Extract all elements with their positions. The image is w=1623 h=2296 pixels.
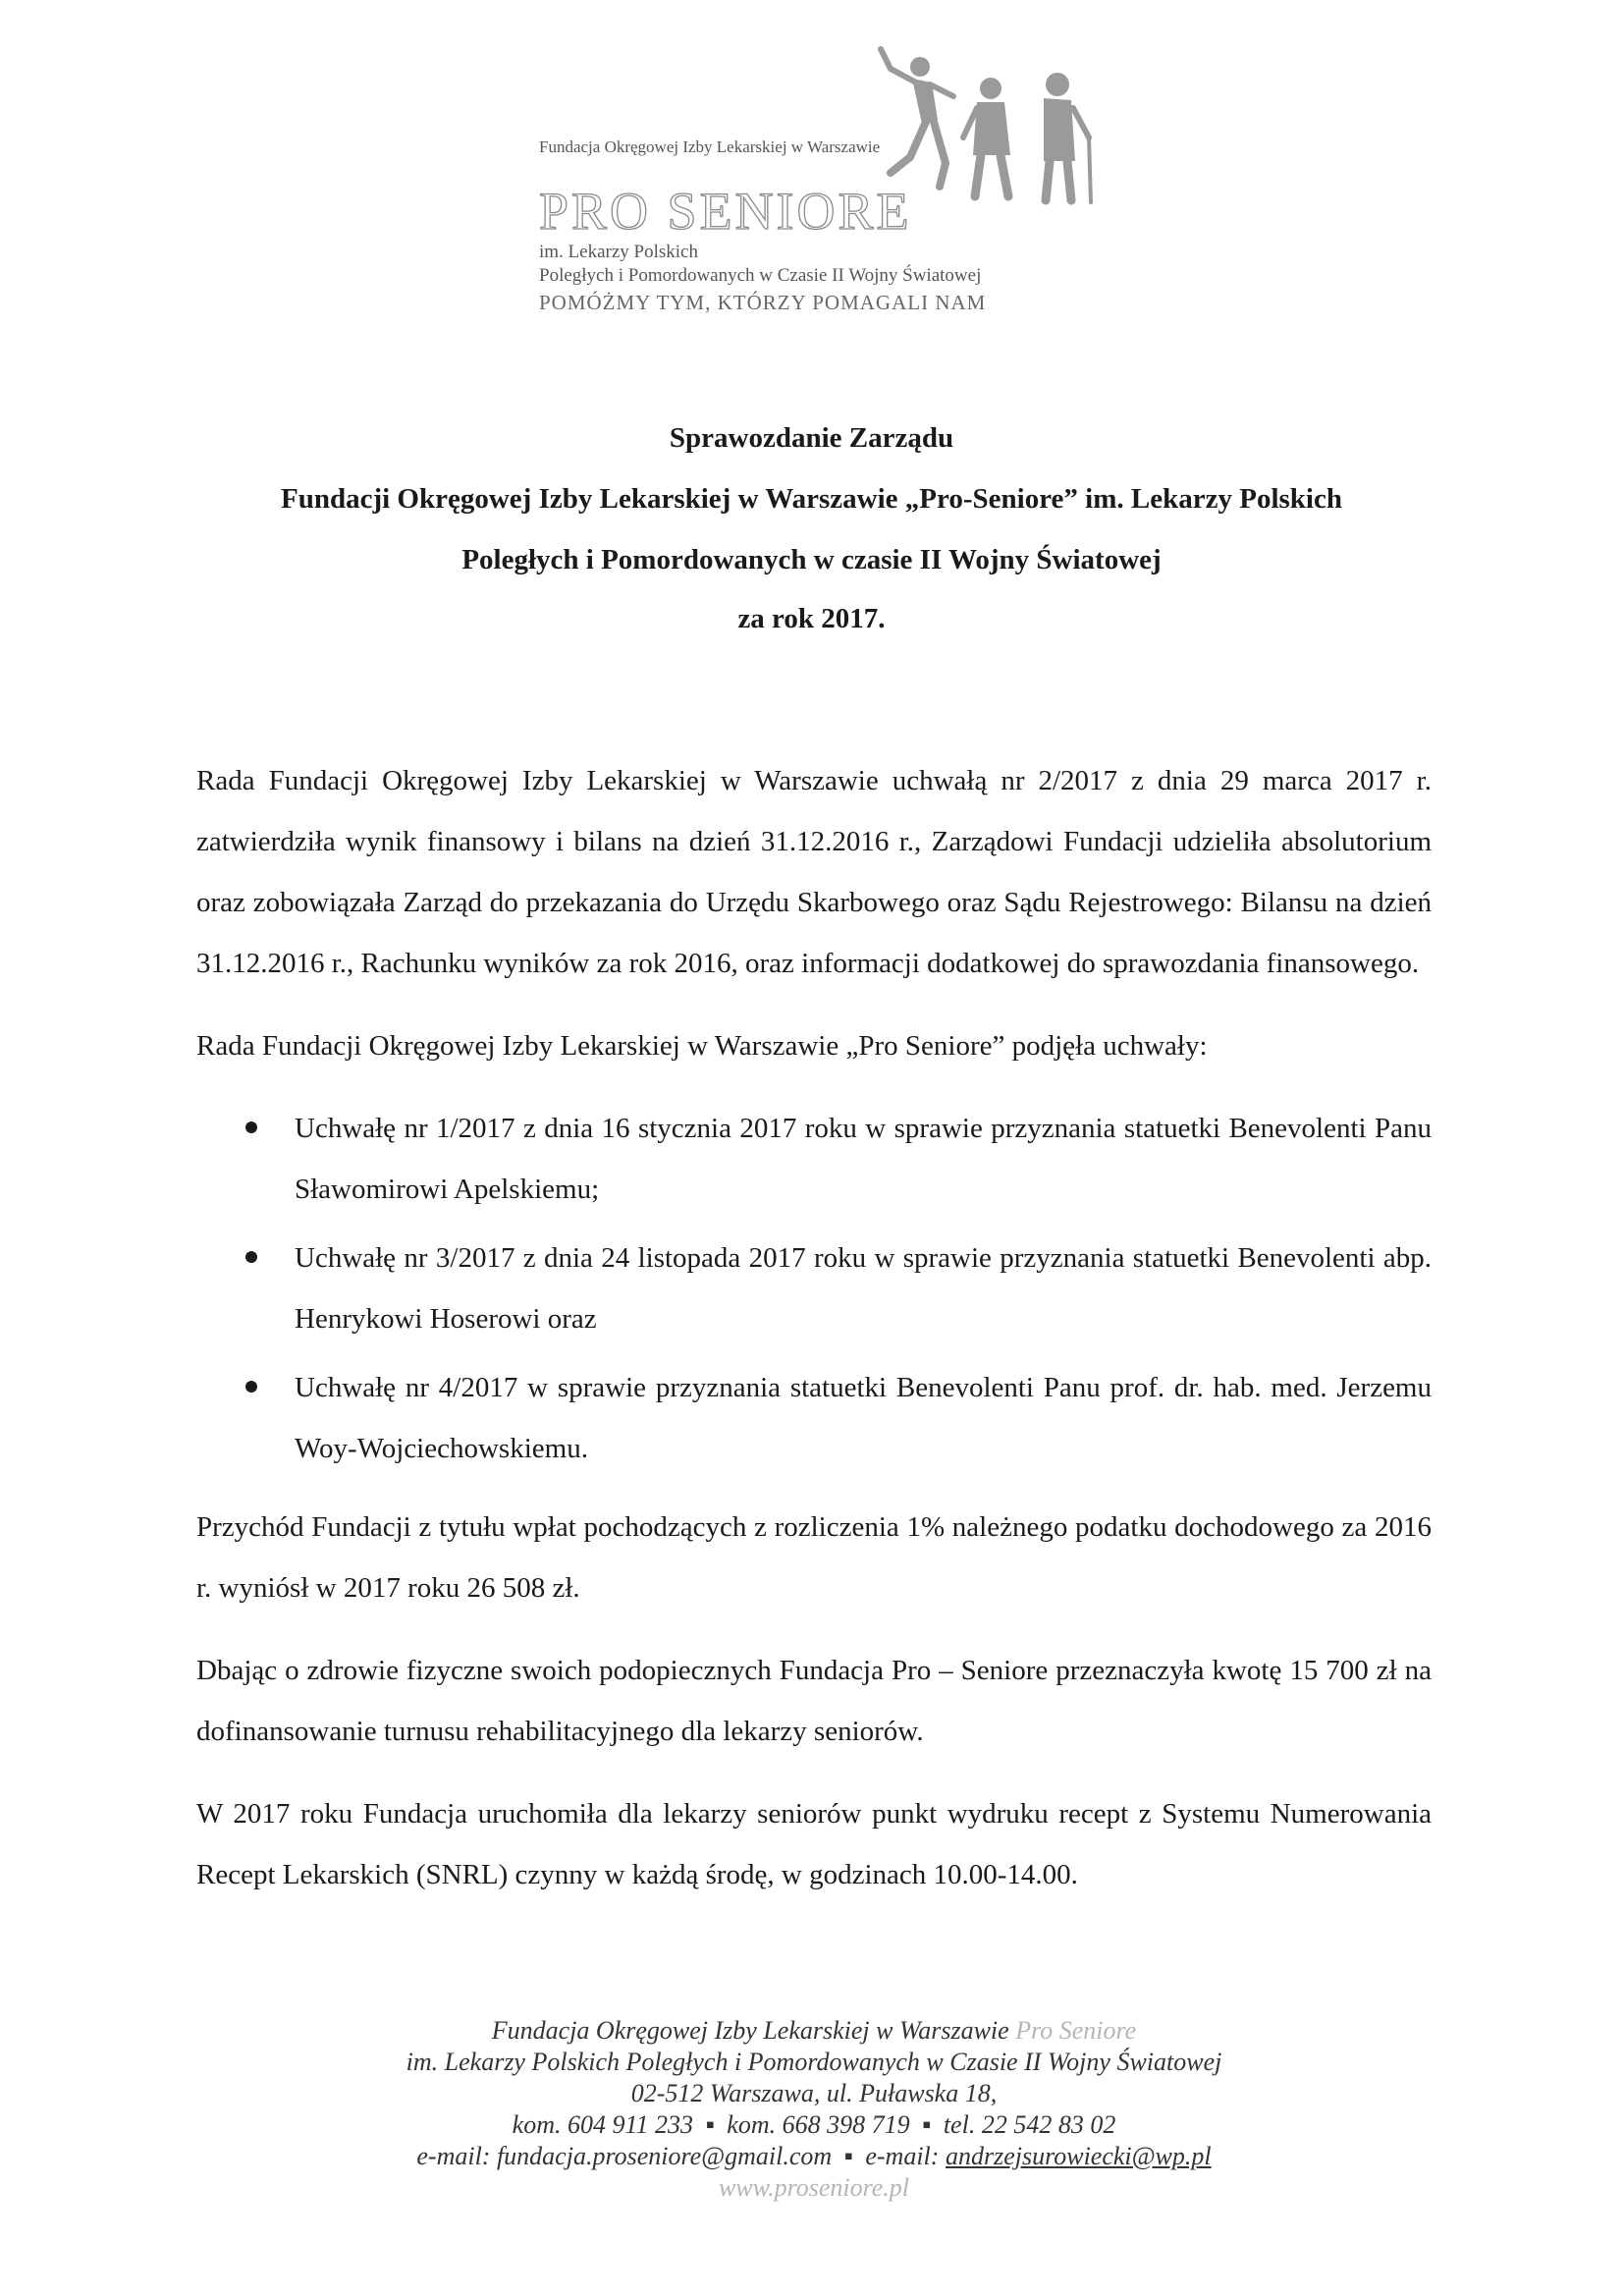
footer-mobile-1: kom. 604 911 233	[512, 2110, 694, 2139]
footer-email-1[interactable]: e-mail: fundacja.proseniore@gmail.com	[416, 2142, 833, 2170]
list-item	[196, 1357, 1432, 1479]
footer-phones	[196, 2109, 1432, 2141]
report-year: za rok 2017.	[737, 603, 886, 634]
list-item-text: Uchwałę nr 1/2017 z dnia 16 stycznia 2017 roku w sprawie przyznania statuetki Benevolenti Panu Sławomirowi Apelskiemu;	[295, 1113, 1432, 1205]
paragraph-approval: Rada Fundacji Okręgowej Izby Lekarskiej w Warszawie uchwałą nr 2/2017 z dnia 29 marca 2017 r. zatwierdziła wynik finansowy i bilans na dzień 31.12.2016 r., Zarządowi Fundacji udzieliła absolutorium oraz zobowiązała Zarząd do przekazania do Urzędu Skarbowego oraz Sądu Rejestrowego: Bilansu na dzień 31.12.2016 r., Rachunku wyników za rok 2016, oraz informacji dodatkowej do sprawozdania finansowego.	[196, 765, 1432, 979]
letterhead-patron-line1: im. Lekarzy Polskich	[539, 242, 698, 262]
footer-emails	[196, 2141, 1432, 2172]
letterhead-foundation-name: Fundacja Okręgowej Izby Lekarskiej w Warszawie	[539, 137, 881, 156]
footer-mobile-2: kom. 668 398 719	[727, 2110, 910, 2139]
footer-patron: im. Lekarzy Polskich Poległych i Pomordowanych w Czasie II Wojny Światowej	[406, 2048, 1222, 2076]
footer-phone: tel. 22 542 83 02	[943, 2110, 1116, 2139]
letterhead-brand: PRO SENIORE	[539, 182, 912, 241]
letterhead-patron-line2: Poległych i Pomordowanych w Czasie II Wojny Światowej	[539, 265, 982, 286]
footer-brand: Pro Seniore	[1015, 2016, 1137, 2045]
separator-icon: ▪	[843, 2142, 853, 2170]
letterhead-motto: POMÓŻMY TYM, KTÓRZY POMAGALI NAM	[539, 291, 987, 314]
footer	[196, 2015, 1432, 2204]
letterhead	[539, 39, 1128, 314]
paragraph-resolutions-intro: Rada Fundacji Okręgowej Izby Lekarskiej w Warszawie „Pro Seniore” podjęła uchwały:	[196, 1030, 1208, 1062]
resolutions-list	[196, 1098, 1432, 1479]
separator-icon: ▪	[922, 2110, 932, 2139]
footer-address: 02-512 Warszawa, ul. Puławska 18,	[630, 2079, 998, 2107]
report-subtitle-line1: Fundacji Okręgowej Izby Lekarskiej w Warszawie „Pro-Seniore” im. Lekarzy Polskich	[281, 483, 1342, 515]
footer-foundation-name: Fundacja Okręgowej Izby Lekarskiej w Warszawie	[491, 2016, 1009, 2045]
list-item-text: Uchwałę nr 3/2017 z dnia 24 listopada 2017 roku w sprawie przyznania statuetki Benevolenti abp. Henrykowi Hoserowi oraz	[295, 1242, 1432, 1335]
report-subtitle-line2: Poległych i Pomordowanych w czasie II Wojny Światowej	[461, 544, 1162, 575]
elderly-figures-icon	[851, 39, 1116, 216]
bullet-dot-icon	[245, 1251, 257, 1263]
list-item	[196, 1228, 1432, 1349]
list-item-text: Uchwałę nr 4/2017 w sprawie przyznania statuetki Benevolenti Panu prof. dr. hab. med. Jerzemu Woy-Wojciechowskiemu.	[295, 1372, 1432, 1464]
paragraph-income: Przychód Fundacji z tytułu wpłat pochodzących z rozliczenia 1% należnego podatku dochodowego za 2016 r. wyniósł w 2017 roku 26 508 zł.	[196, 1511, 1432, 1604]
bullet-dot-icon	[245, 1121, 257, 1133]
footer-email-2-link[interactable]: andrzejsurowiecki@wp.pl	[945, 2142, 1212, 2170]
list-item	[196, 1098, 1432, 1220]
paragraph-rehabilitation: Dbając o zdrowie fizyczne swoich podopiecznych Fundacja Pro – Seniore przeznaczyła kwotę 15 700 zł na dofinansowanie turnusu rehabilitacyjnego dla lekarzy seniorów.	[196, 1655, 1432, 1747]
footer-email-2-label: e-mail:	[865, 2142, 940, 2170]
separator-icon: ▪	[705, 2110, 715, 2139]
footer-line1	[196, 2015, 1432, 2047]
report-body	[196, 750, 1432, 1927]
footer-website-link[interactable]: www.proseniore.pl	[718, 2173, 910, 2202]
report-title: Sprawozdanie Zarządu	[669, 422, 954, 454]
bullet-dot-icon	[245, 1381, 257, 1393]
paragraph-prescriptions: W 2017 roku Fundacja uruchomiła dla lekarzy seniorów punkt wydruku recept z Systemu Numerowania Recept Lekarskich (SNRL) czynny w każdą środę, w godzinach 10.00-14.00.	[196, 1798, 1432, 1890]
